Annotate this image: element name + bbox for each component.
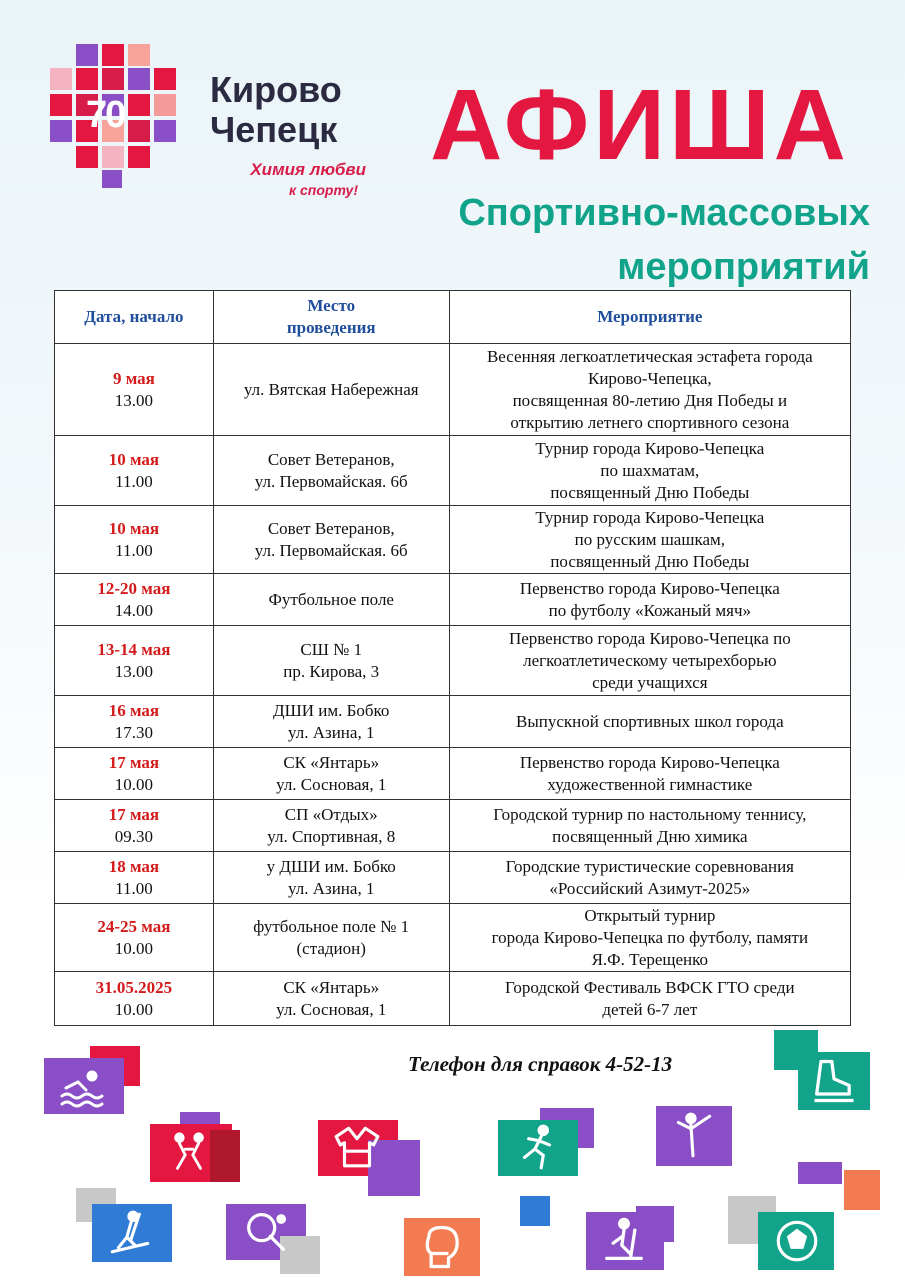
place-line: у ДШИ им. Бобко (266, 856, 396, 876)
date-cell (55, 574, 214, 626)
event-line: Городские туристические соревнования (505, 856, 795, 876)
gymnastics-icon (668, 1108, 718, 1162)
place-line: СШ № 1 (300, 639, 363, 659)
event-line: среди учащихся (592, 672, 708, 692)
place-line: ул. Азина, 1 (287, 878, 375, 898)
event-line: Городской Фестиваль ВФСК ГТО среди (505, 977, 795, 997)
tile (798, 1162, 842, 1184)
table-row (55, 626, 851, 696)
event-date: 24-25 мая (97, 916, 171, 936)
logo-number: 70 (86, 94, 125, 136)
subtitle-line2: мероприятий (617, 246, 870, 288)
table-row (55, 574, 851, 626)
wrestling-icon (164, 1130, 214, 1176)
place-cell (213, 344, 449, 436)
event-time: 10.00 (114, 774, 154, 794)
event-date: 10 мая (108, 518, 160, 538)
event-line: посвященный Дню Победы (550, 482, 750, 502)
date-cell (55, 852, 214, 904)
place-line: ДШИ им. Бобко (273, 700, 390, 720)
place-cell (213, 852, 449, 904)
table-row (55, 852, 851, 904)
event-line: «Российский Азимут-2025» (549, 878, 751, 898)
date-cell (55, 626, 214, 696)
event-line: Выпускной спортивных школ города (516, 711, 784, 731)
event-time: 10.00 (114, 999, 154, 1019)
place-line: Совет Ветеранов, (267, 518, 395, 538)
place-cell (213, 696, 449, 748)
event-line: Кирово-Чепецка, (588, 368, 712, 388)
event-date: 17 мая (108, 752, 160, 772)
place-line: (стадион) (296, 938, 366, 958)
date-cell (55, 800, 214, 852)
event-date: 10 мая (108, 449, 160, 469)
place-line: ул. Вятская Набережная (243, 379, 419, 399)
place-line: Совет Ветеранов, (267, 449, 395, 469)
event-line: посвященный Дню химика (552, 826, 748, 846)
tile (520, 1196, 550, 1226)
slogan: Химия любви к спорту! (250, 160, 366, 198)
city-logo (44, 44, 194, 189)
event-line: легкоатлетическому четырехборью (523, 650, 777, 670)
place-line: ул. Спортивная, 8 (267, 826, 396, 846)
event-date: 13-14 мая (97, 639, 171, 659)
place-cell (213, 436, 449, 506)
event-line: посвященная 80-летию Дня Победы и (512, 390, 788, 410)
event-date: 16 мая (108, 700, 160, 720)
event-line: по шахматам, (600, 460, 700, 480)
table-row (55, 696, 851, 748)
phone-info: Телефон для справок 4-52-13 (408, 1052, 673, 1076)
event-cell (449, 904, 850, 972)
date-cell (55, 696, 214, 748)
header-place: Место проведения (213, 291, 449, 344)
event-line: художественной гимнастике (547, 774, 753, 794)
ski-icon (106, 1206, 156, 1260)
place-line: ул. Сосновая, 1 (276, 999, 387, 1019)
place-line: ул. Первомайская. 6б (254, 471, 408, 491)
kimono-icon (332, 1122, 382, 1172)
boxing-glove-icon (416, 1220, 468, 1274)
date-cell (55, 436, 214, 506)
place-line: пр. Кирова, 3 (283, 661, 380, 681)
event-line: Первенство города Кирово-Чепецка по (508, 628, 791, 648)
event-time: 11.00 (115, 540, 153, 560)
event-line: по русским шашкам, (574, 529, 726, 549)
event-cell (449, 852, 850, 904)
event-cell (449, 436, 850, 506)
event-line: открытию летнего спортивного сезона (510, 412, 790, 432)
event-time: 13.00 (114, 390, 154, 410)
running-icon (512, 1122, 562, 1172)
place-cell (213, 972, 449, 1026)
place-cell (213, 626, 449, 696)
skier-icon (598, 1214, 650, 1268)
event-line: Первенство города Кирово-Чепецка (519, 752, 780, 772)
tile (844, 1170, 880, 1210)
table-row (55, 972, 851, 1026)
event-cell (449, 800, 850, 852)
event-cell (449, 626, 850, 696)
event-time: 11.00 (115, 878, 153, 898)
event-time: 10.00 (114, 938, 154, 958)
place-line: футбольное поле № 1 (253, 916, 410, 936)
date-cell (55, 344, 214, 436)
event-line: Турнир города Кирово-Чепецка (535, 507, 765, 527)
event-cell (449, 574, 850, 626)
city-name: Кирово Чепецк (210, 69, 342, 150)
event-line: города Кирово-Чепецка по футболу, памяти (491, 927, 809, 947)
event-line: по футболу «Кожаный мяч» (548, 600, 752, 620)
table-tennis-icon (240, 1206, 292, 1258)
header-event: Мероприятие (449, 291, 850, 344)
table-row (55, 506, 851, 574)
place-line: СП «Отдых» (284, 804, 378, 824)
event-line: Городской турнир по настольному теннису, (493, 804, 807, 824)
event-line: детей 6-7 лет (602, 999, 698, 1019)
event-cell (449, 506, 850, 574)
event-cell (449, 972, 850, 1026)
page-title: АФИША (430, 69, 850, 181)
date-cell (55, 904, 214, 972)
event-time: 14.00 (114, 600, 154, 620)
place-line: СК «Янтарь» (283, 977, 380, 997)
event-cell (449, 696, 850, 748)
event-line: посвященный Дню Победы (550, 551, 750, 571)
table-row (55, 344, 851, 436)
tile (210, 1130, 240, 1182)
event-line: Весенняя легкоатлетическая эстафета города (486, 346, 813, 366)
event-date: 31.05.2025 (95, 977, 173, 997)
table-row (55, 800, 851, 852)
table-row (55, 436, 851, 506)
event-line: Открытый турнир (584, 905, 716, 925)
place-line: Футбольное поле (268, 589, 394, 609)
place-line: ул. Азина, 1 (287, 722, 375, 742)
event-date: 9 мая (112, 368, 155, 388)
event-cell (449, 748, 850, 800)
swimming-icon (58, 1062, 106, 1110)
event-time: 09.30 (114, 826, 154, 846)
place-line: СК «Янтарь» (283, 752, 380, 772)
place-cell (213, 748, 449, 800)
table-header-row (55, 291, 851, 344)
event-time: 13.00 (114, 661, 154, 681)
table-row (55, 904, 851, 972)
date-cell (55, 972, 214, 1026)
event-line: Я.Ф. Терещенко (591, 949, 709, 969)
subtitle-line1: Спортивно-массовых (458, 192, 870, 234)
header-date: Дата, начало (55, 291, 214, 344)
place-cell (213, 506, 449, 574)
place-cell (213, 904, 449, 972)
event-time: 17.30 (114, 722, 154, 742)
event-line: Турнир города Кирово-Чепецка (535, 438, 765, 458)
place-cell (213, 800, 449, 852)
event-date: 17 мая (108, 804, 160, 824)
place-line: ул. Первомайская. 6б (254, 540, 408, 560)
event-line: Первенство города Кирово-Чепецка (519, 578, 780, 598)
event-date: 12-20 мая (97, 578, 171, 598)
soccer-ball-icon (772, 1214, 822, 1268)
skate-icon (808, 1054, 860, 1108)
date-cell (55, 748, 214, 800)
date-cell (55, 506, 214, 574)
event-cell (449, 344, 850, 436)
events-table (54, 290, 851, 1026)
event-time: 11.00 (115, 471, 153, 491)
event-date: 18 мая (108, 856, 160, 876)
table-row (55, 748, 851, 800)
place-line: ул. Сосновая, 1 (276, 774, 387, 794)
place-cell (213, 574, 449, 626)
